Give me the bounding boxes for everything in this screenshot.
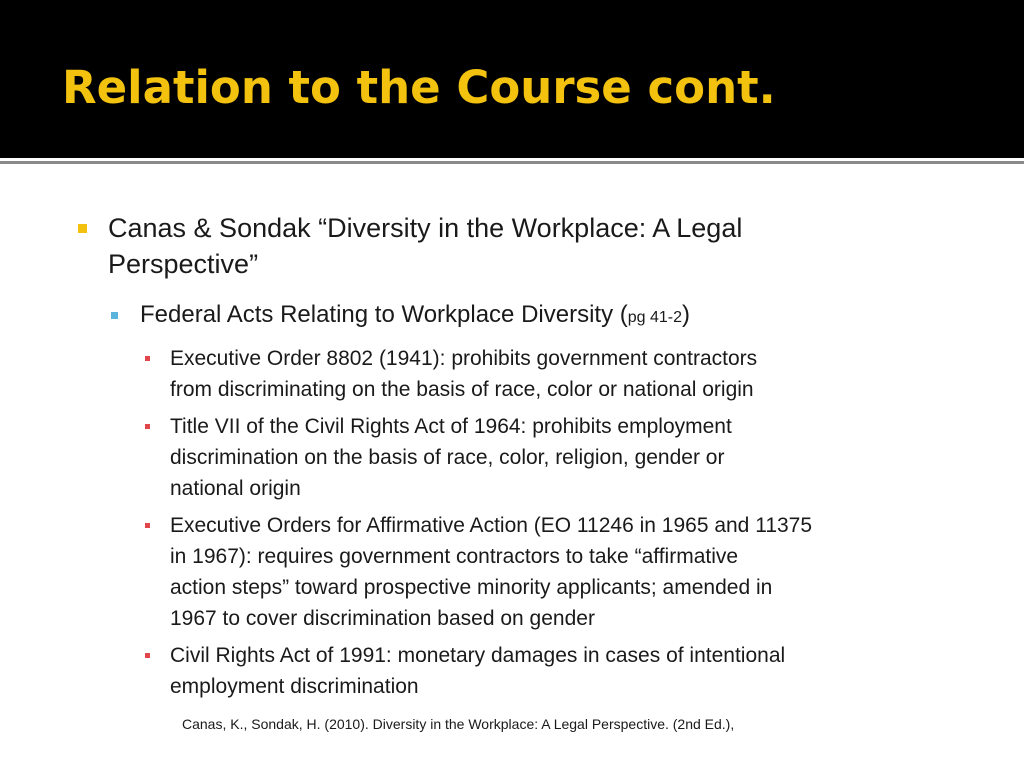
bullet-line: Civil Rights Act of 1991: monetary damages in cases of intentional	[170, 644, 786, 667]
bullet-line: discrimination on the basis of race, color, religion, gender or	[170, 446, 725, 469]
slide-title: Relation to the Course cont.	[62, 61, 776, 114]
slide-content	[0, 164, 1024, 768]
bullet-level2-label: Federal Acts Relating to Workplace Diversity (	[140, 301, 628, 328]
bullet-level3-text	[170, 343, 757, 405]
bullet-line: Canas & Sondak “Diversity in the Workplace: A Legal	[108, 213, 743, 243]
citation: Canas, K., Sondak, H. (2010). Diversity in the Workplace: A Legal Perspective. (2nd Ed.),	[182, 716, 735, 732]
bullet-square-icon	[145, 653, 150, 658]
bullet-square-icon	[111, 312, 118, 319]
bullet-line: national origin	[170, 477, 301, 500]
bullet-line: from discriminating on the basis of race, color or national origin	[170, 378, 754, 401]
page-reference: pg 41-2	[627, 309, 682, 326]
bullet-level3-text	[170, 411, 732, 504]
bullet-line: Executive Order 8802 (1941): prohibits government contractors	[170, 347, 758, 370]
bullet-line: Executive Orders for Affirmative Action (EO 11246 in 1965 and 11375	[170, 514, 813, 537]
bullet-square-icon	[145, 523, 150, 528]
bullet-square-icon	[78, 224, 87, 233]
bullet-square-icon	[145, 424, 150, 429]
bullet-level2-text	[140, 299, 690, 334]
bullet-line: Title VII of the Civil Rights Act of 1964: prohibits employment	[170, 415, 732, 438]
bullet-line: in 1967): requires government contractors to take “affirmative	[170, 545, 739, 568]
bullet-line: Perspective”	[108, 249, 259, 279]
bullet-line: employment discrimination	[170, 675, 419, 698]
title-band	[0, 0, 1024, 158]
bullet-line: action steps” toward prospective minority applicants; amended in	[170, 576, 773, 599]
bullet-level1-text	[108, 210, 742, 282]
bullet-level3-text	[170, 640, 785, 702]
bullet-line: 1967 to cover discrimination based on gender	[170, 607, 595, 630]
bullet-level2-close: )	[682, 301, 690, 328]
bullet-level3-text	[170, 510, 812, 634]
bullet-square-icon	[145, 356, 150, 361]
